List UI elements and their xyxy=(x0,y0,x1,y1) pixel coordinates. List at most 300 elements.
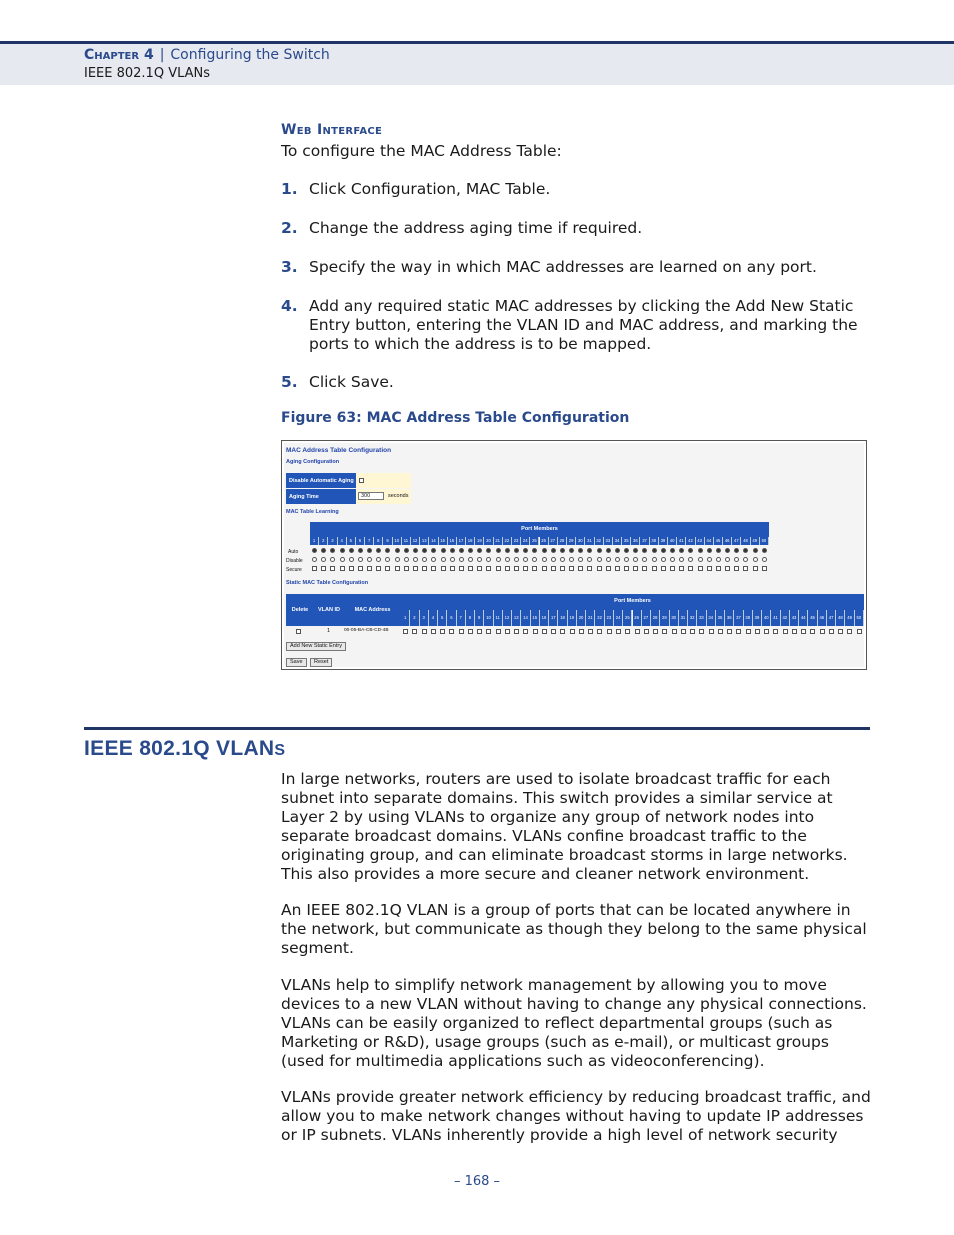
disable-aging-checkbox[interactable] xyxy=(359,478,364,483)
learning-port-number: 11 xyxy=(402,537,411,545)
learning-port-option[interactable] xyxy=(312,548,317,553)
learning-port-option[interactable] xyxy=(505,566,510,571)
learning-port-option[interactable] xyxy=(698,548,703,553)
learning-port-option[interactable] xyxy=(578,557,583,562)
learning-port-members-header: Port Members xyxy=(310,522,769,537)
learning-port-option[interactable] xyxy=(587,557,592,562)
learning-port-option[interactable] xyxy=(606,566,611,571)
section-rule xyxy=(84,727,870,730)
learning-port-option[interactable] xyxy=(707,557,712,562)
learning-port-option[interactable] xyxy=(385,548,390,553)
learning-port-option[interactable] xyxy=(688,557,693,562)
static-port-checkbox[interactable] xyxy=(644,629,649,634)
step-5 xyxy=(281,373,871,392)
static-port-checkbox[interactable] xyxy=(533,629,538,634)
step-2 xyxy=(281,219,871,238)
static-port-number: 28 xyxy=(651,610,660,626)
add-static-entry-button[interactable]: Add New Static Entry xyxy=(286,642,346,651)
learning-port-number: 33 xyxy=(604,537,613,545)
running-header xyxy=(0,41,954,85)
static-port-checkbox[interactable] xyxy=(801,629,806,634)
learning-port-option[interactable] xyxy=(587,548,592,553)
learning-port-option[interactable] xyxy=(385,557,390,562)
learning-port-option[interactable] xyxy=(349,557,354,562)
learning-port-option[interactable] xyxy=(734,557,739,562)
static-port-checkbox[interactable] xyxy=(838,629,843,634)
learning-port-option[interactable] xyxy=(404,548,409,553)
static-port-number: 42 xyxy=(781,610,790,626)
step-number: 5. xyxy=(281,373,298,391)
static-port-checkbox[interactable] xyxy=(829,629,834,634)
learning-port-option[interactable] xyxy=(560,548,565,553)
learning-port-option[interactable] xyxy=(597,566,602,571)
learning-port-option[interactable] xyxy=(597,548,602,553)
static-port-checkbox[interactable] xyxy=(681,629,686,634)
learning-port-option[interactable] xyxy=(340,566,345,571)
reset-button[interactable]: Reset xyxy=(310,658,332,667)
learning-port-option[interactable] xyxy=(606,548,611,553)
learning-port-option[interactable] xyxy=(395,566,400,571)
static-port-number: 38 xyxy=(744,610,753,626)
learning-port-option[interactable] xyxy=(661,548,666,553)
learning-port-option[interactable] xyxy=(624,557,629,562)
learning-port-option[interactable] xyxy=(496,557,501,562)
static-port-number: 13 xyxy=(512,610,521,626)
learning-port-option[interactable] xyxy=(385,566,390,571)
learning-port-option[interactable] xyxy=(716,566,721,571)
static-port-checkbox[interactable] xyxy=(709,629,714,634)
static-port-checkbox[interactable] xyxy=(773,629,778,634)
static-port-number: 40 xyxy=(762,610,771,626)
learning-port-option[interactable] xyxy=(468,566,473,571)
vlan-section-heading xyxy=(84,737,285,761)
learning-port-option[interactable] xyxy=(688,566,693,571)
learning-port-option[interactable] xyxy=(762,566,767,571)
learning-port-option[interactable] xyxy=(753,566,758,571)
static-port-number: 2 xyxy=(410,610,419,626)
learning-port-option[interactable] xyxy=(743,548,748,553)
static-port-checkbox[interactable] xyxy=(523,629,528,634)
learning-port-option[interactable] xyxy=(450,557,455,562)
static-heading: Static MAC Table Configuration xyxy=(286,580,369,586)
static-port-checkbox[interactable] xyxy=(449,629,454,634)
static-port-checkbox[interactable] xyxy=(412,629,417,634)
learning-port-option[interactable] xyxy=(413,566,418,571)
static-port-checkbox[interactable] xyxy=(625,629,630,634)
static-port-members-header: Port Members xyxy=(401,594,864,610)
learning-port-option[interactable] xyxy=(578,548,583,553)
learning-port-option[interactable] xyxy=(679,566,684,571)
static-port-checkbox[interactable] xyxy=(672,629,677,634)
learning-port-option[interactable] xyxy=(734,548,739,553)
learning-port-option[interactable] xyxy=(358,566,363,571)
figure-screenshot xyxy=(281,440,867,670)
static-port-number: 45 xyxy=(808,610,817,626)
learning-port-option[interactable] xyxy=(551,548,556,553)
learning-port-option[interactable] xyxy=(633,566,638,571)
learning-port-option[interactable] xyxy=(441,566,446,571)
learning-port-number: 15 xyxy=(439,537,448,545)
learning-port-option[interactable] xyxy=(523,557,528,562)
learning-port-option[interactable] xyxy=(762,548,767,553)
learning-port-option[interactable] xyxy=(532,548,537,553)
static-port-checkbox[interactable] xyxy=(699,629,704,634)
learning-port-number: 2 xyxy=(319,537,328,545)
learning-port-option[interactable] xyxy=(734,566,739,571)
learning-port-number: 32 xyxy=(595,537,604,545)
learning-port-option[interactable] xyxy=(413,557,418,562)
paragraph: VLANs provide greater network efficiency by reducing broadcast traffic, and allow you to make network changes without having to update IP addresses or IP subnets. VLANs inherently provide a high level of network security xyxy=(281,1088,871,1144)
learning-port-option[interactable] xyxy=(477,566,482,571)
static-port-number: 43 xyxy=(790,610,799,626)
learning-port-option[interactable] xyxy=(578,566,583,571)
static-port-checkbox[interactable] xyxy=(505,629,510,634)
aging-time-label: Aging Time xyxy=(286,489,356,504)
static-port-checkbox[interactable] xyxy=(551,629,556,634)
learning-port-option[interactable] xyxy=(459,548,464,553)
learning-port-option[interactable] xyxy=(624,548,629,553)
learning-port-option[interactable] xyxy=(597,557,602,562)
learning-port-number: 37 xyxy=(640,537,649,545)
learning-port-option[interactable] xyxy=(486,548,491,553)
static-port-number: 48 xyxy=(836,610,845,626)
learning-port-option[interactable] xyxy=(376,566,381,571)
learning-port-option[interactable] xyxy=(753,548,758,553)
learning-port-number: 28 xyxy=(558,537,567,545)
step-number: 1. xyxy=(281,180,298,198)
learning-port-number: 7 xyxy=(365,537,374,545)
learning-port-number: 42 xyxy=(686,537,695,545)
learning-port-option[interactable] xyxy=(743,566,748,571)
learning-port-option[interactable] xyxy=(762,557,767,562)
learning-port-option[interactable] xyxy=(615,548,620,553)
heading-tail: S xyxy=(274,742,286,759)
learning-port-option[interactable] xyxy=(468,548,473,553)
learning-port-option[interactable] xyxy=(431,566,436,571)
learning-port-option[interactable] xyxy=(698,566,703,571)
learning-port-option[interactable] xyxy=(642,548,647,553)
step-text: Click Save. xyxy=(309,373,394,391)
learning-port-number: 34 xyxy=(613,537,622,545)
learning-port-option[interactable] xyxy=(450,548,455,553)
learning-port-number: 39 xyxy=(659,537,668,545)
static-port-checkbox[interactable] xyxy=(764,629,769,634)
static-port-checkbox[interactable] xyxy=(857,629,862,634)
static-port-number: 39 xyxy=(753,610,762,626)
learning-port-option[interactable] xyxy=(624,566,629,571)
static-port-checkbox[interactable] xyxy=(727,629,732,634)
learning-port-option[interactable] xyxy=(542,548,547,553)
learning-port-option[interactable] xyxy=(340,557,345,562)
static-port-number: 4 xyxy=(429,610,438,626)
learning-port-option[interactable] xyxy=(642,566,647,571)
step-text: Specify the way in which MAC addresses are learned on any port. xyxy=(309,258,817,276)
static-port-number: 32 xyxy=(688,610,697,626)
learning-port-option[interactable] xyxy=(633,548,638,553)
learning-port-option[interactable] xyxy=(523,548,528,553)
learning-port-option[interactable] xyxy=(441,548,446,553)
learning-port-option[interactable] xyxy=(321,548,326,553)
learning-port-option[interactable] xyxy=(551,566,556,571)
static-port-checkbox[interactable] xyxy=(570,629,575,634)
learning-port-option[interactable] xyxy=(514,566,519,571)
learning-port-option[interactable] xyxy=(395,557,400,562)
learning-row-label: Secure xyxy=(286,567,302,573)
learning-port-number: 6 xyxy=(356,537,365,545)
learning-port-option[interactable] xyxy=(321,566,326,571)
learning-port-number: 17 xyxy=(457,537,466,545)
static-port-number: 7 xyxy=(457,610,466,626)
learning-port-option[interactable] xyxy=(413,548,418,553)
static-port-checkbox[interactable] xyxy=(588,629,593,634)
learning-port-option[interactable] xyxy=(707,548,712,553)
static-port-number: 20 xyxy=(577,610,586,626)
static-port-number: 44 xyxy=(799,610,808,626)
learning-port-option[interactable] xyxy=(661,557,666,562)
learning-port-number: 41 xyxy=(677,537,686,545)
learning-port-number: 47 xyxy=(732,537,741,545)
step-number: 3. xyxy=(281,258,298,276)
learning-port-option[interactable] xyxy=(367,566,372,571)
learning-port-option[interactable] xyxy=(542,566,547,571)
static-port-checkbox[interactable] xyxy=(616,629,621,634)
learning-port-option[interactable] xyxy=(330,557,335,562)
static-port-checkbox[interactable] xyxy=(597,629,602,634)
learning-port-number: 26 xyxy=(540,537,549,545)
learning-port-option[interactable] xyxy=(670,548,675,553)
learning-port-number: 35 xyxy=(622,537,631,545)
learning-port-option[interactable] xyxy=(725,566,730,571)
learning-port-option[interactable] xyxy=(367,548,372,553)
static-port-number: 5 xyxy=(438,610,447,626)
step-text: Click Configuration, MAC Table. xyxy=(309,180,551,198)
learning-port-number: 8 xyxy=(374,537,383,545)
learning-port-number: 25 xyxy=(530,537,539,545)
static-port-checkbox[interactable] xyxy=(440,629,445,634)
header-separator: | xyxy=(159,47,165,63)
learning-port-option[interactable] xyxy=(358,557,363,562)
static-port-checkbox[interactable] xyxy=(792,629,797,634)
static-port-number: 23 xyxy=(605,610,614,626)
static-port-checkbox[interactable] xyxy=(820,629,825,634)
learning-port-option[interactable] xyxy=(661,566,666,571)
static-port-checkbox[interactable] xyxy=(746,629,751,634)
learning-port-option[interactable] xyxy=(725,557,730,562)
learning-port-option[interactable] xyxy=(587,566,592,571)
step-4 xyxy=(281,297,871,354)
learning-port-option[interactable] xyxy=(459,566,464,571)
static-port-checkbox[interactable] xyxy=(486,629,491,634)
learning-port-option[interactable] xyxy=(569,566,574,571)
learning-port-option[interactable] xyxy=(532,566,537,571)
learning-port-option[interactable] xyxy=(642,557,647,562)
learning-port-option[interactable] xyxy=(716,548,721,553)
static-port-checkbox[interactable] xyxy=(468,629,473,634)
static-port-checkbox[interactable] xyxy=(496,629,501,634)
static-port-checkbox[interactable] xyxy=(514,629,519,634)
learning-port-option[interactable] xyxy=(376,557,381,562)
step-number: 4. xyxy=(281,297,298,315)
learning-port-option[interactable] xyxy=(422,557,427,562)
learning-port-option[interactable] xyxy=(725,548,730,553)
learning-port-option[interactable] xyxy=(652,557,657,562)
learning-port-option[interactable] xyxy=(505,557,510,562)
learning-port-option[interactable] xyxy=(606,557,611,562)
learning-port-option[interactable] xyxy=(688,548,693,553)
learning-port-option[interactable] xyxy=(679,548,684,553)
learning-port-option[interactable] xyxy=(395,548,400,553)
learning-port-number: 44 xyxy=(705,537,714,545)
learning-port-number: 10 xyxy=(393,537,402,545)
learning-port-number: 16 xyxy=(448,537,457,545)
static-port-number: 46 xyxy=(818,610,827,626)
learning-heading: MAC Table Learning xyxy=(286,509,339,515)
learning-port-option[interactable] xyxy=(505,548,510,553)
step-number: 2. xyxy=(281,219,298,237)
learning-port-option[interactable] xyxy=(349,566,354,571)
learning-port-option[interactable] xyxy=(312,566,317,571)
static-delete-checkbox[interactable] xyxy=(296,629,301,634)
learning-port-option[interactable] xyxy=(652,548,657,553)
learning-port-option[interactable] xyxy=(615,557,620,562)
static-port-number: 33 xyxy=(697,610,706,626)
learning-port-number: 49 xyxy=(751,537,760,545)
learning-port-option[interactable] xyxy=(698,557,703,562)
learning-port-option[interactable] xyxy=(422,566,427,571)
learning-port-option[interactable] xyxy=(321,557,326,562)
learning-port-option[interactable] xyxy=(404,566,409,571)
learning-port-number: 18 xyxy=(466,537,475,545)
learning-port-option[interactable] xyxy=(633,557,638,562)
static-port-checkbox[interactable] xyxy=(755,629,760,634)
learning-port-option[interactable] xyxy=(707,566,712,571)
learning-port-option[interactable] xyxy=(652,566,657,571)
static-port-checkbox[interactable] xyxy=(653,629,658,634)
static-port-number: 17 xyxy=(549,610,558,626)
learning-port-option[interactable] xyxy=(569,557,574,562)
static-port-checkbox[interactable] xyxy=(403,629,408,634)
learning-port-option[interactable] xyxy=(679,557,684,562)
step-3 xyxy=(281,258,871,277)
static-mac-value[interactable]: 00-05-BA-CB-CD-4B xyxy=(344,628,389,633)
learning-port-option[interactable] xyxy=(532,557,537,562)
learning-port-option[interactable] xyxy=(743,557,748,562)
learning-port-option[interactable] xyxy=(560,557,565,562)
static-port-checkbox[interactable] xyxy=(607,629,612,634)
learning-port-option[interactable] xyxy=(330,566,335,571)
learning-port-number: 9 xyxy=(383,537,392,545)
static-port-checkbox[interactable] xyxy=(422,629,427,634)
learning-port-option[interactable] xyxy=(560,566,565,571)
save-button[interactable]: Save xyxy=(286,658,307,667)
learning-port-option[interactable] xyxy=(523,566,528,571)
static-port-checkbox[interactable] xyxy=(635,629,640,634)
learning-port-option[interactable] xyxy=(670,557,675,562)
static-port-checkbox[interactable] xyxy=(542,629,547,634)
learning-port-option[interactable] xyxy=(404,557,409,562)
static-port-number: 25 xyxy=(623,610,632,626)
aging-time-input[interactable]: 300 xyxy=(358,492,384,500)
static-port-checkbox[interactable] xyxy=(477,629,482,634)
learning-port-number: 3 xyxy=(328,537,337,545)
learning-port-option[interactable] xyxy=(468,557,473,562)
learning-port-option[interactable] xyxy=(542,557,547,562)
learning-port-option[interactable] xyxy=(514,557,519,562)
learning-port-option[interactable] xyxy=(477,557,482,562)
static-port-number: 18 xyxy=(558,610,567,626)
learning-port-option[interactable] xyxy=(716,557,721,562)
learning-port-number: 12 xyxy=(411,537,420,545)
chapter-title: Configuring the Switch xyxy=(170,47,330,63)
chapter-label: Chapter 4 xyxy=(84,47,154,63)
learning-port-option[interactable] xyxy=(431,557,436,562)
static-port-checkbox[interactable] xyxy=(459,629,464,634)
learning-port-option[interactable] xyxy=(330,548,335,553)
learning-port-option[interactable] xyxy=(441,557,446,562)
static-port-checkbox[interactable] xyxy=(662,629,667,634)
learning-port-option[interactable] xyxy=(670,566,675,571)
learning-port-number: 31 xyxy=(585,537,594,545)
static-port-number: 49 xyxy=(845,610,854,626)
static-port-number: 14 xyxy=(521,610,530,626)
learning-port-option[interactable] xyxy=(367,557,372,562)
learning-port-option[interactable] xyxy=(358,548,363,553)
step-1 xyxy=(281,180,871,199)
learning-port-option[interactable] xyxy=(431,548,436,553)
static-port-checkbox[interactable] xyxy=(810,629,815,634)
paragraph: An IEEE 802.1Q VLAN is a group of ports that can be located anywhere in the network, but communicate as though they belong to the same physical segment. xyxy=(281,901,867,957)
learning-port-option[interactable] xyxy=(450,566,455,571)
learning-port-option[interactable] xyxy=(349,548,354,553)
learning-port-number: 5 xyxy=(347,537,356,545)
step-text: Change the address aging time if required. xyxy=(309,219,643,237)
screenshot-panel xyxy=(284,443,864,667)
learning-port-option[interactable] xyxy=(486,557,491,562)
static-port-checkbox[interactable] xyxy=(736,629,741,634)
learning-port-number: 36 xyxy=(631,537,640,545)
learning-port-option[interactable] xyxy=(569,548,574,553)
learning-port-option[interactable] xyxy=(376,548,381,553)
learning-port-option[interactable] xyxy=(753,557,758,562)
static-port-checkbox[interactable] xyxy=(847,629,852,634)
static-port-checkbox[interactable] xyxy=(431,629,436,634)
learning-port-option[interactable] xyxy=(422,548,427,553)
static-port-checkbox[interactable] xyxy=(718,629,723,634)
static-port-checkbox[interactable] xyxy=(783,629,788,634)
learning-port-option[interactable] xyxy=(477,548,482,553)
learning-port-option[interactable] xyxy=(496,548,501,553)
learning-port-number: 43 xyxy=(696,537,705,545)
static-port-number: 11 xyxy=(494,610,503,626)
learning-port-option[interactable] xyxy=(496,566,501,571)
static-port-number: 35 xyxy=(716,610,725,626)
heading-main: IEEE 802.1Q VLAN xyxy=(84,737,275,760)
learning-port-option[interactable] xyxy=(514,548,519,553)
static-port-checkbox[interactable] xyxy=(579,629,584,634)
static-port-checkbox[interactable] xyxy=(690,629,695,634)
learning-port-option[interactable] xyxy=(615,566,620,571)
learning-port-number: 1 xyxy=(310,537,319,545)
static-col-delete: Delete xyxy=(286,594,314,626)
static-port-number: 31 xyxy=(679,610,688,626)
static-port-checkbox[interactable] xyxy=(560,629,565,634)
learning-port-option[interactable] xyxy=(340,548,345,553)
learning-port-option[interactable] xyxy=(551,557,556,562)
static-port-number: 21 xyxy=(586,610,595,626)
learning-port-option[interactable] xyxy=(459,557,464,562)
learning-port-option[interactable] xyxy=(486,566,491,571)
learning-port-option[interactable] xyxy=(312,557,317,562)
